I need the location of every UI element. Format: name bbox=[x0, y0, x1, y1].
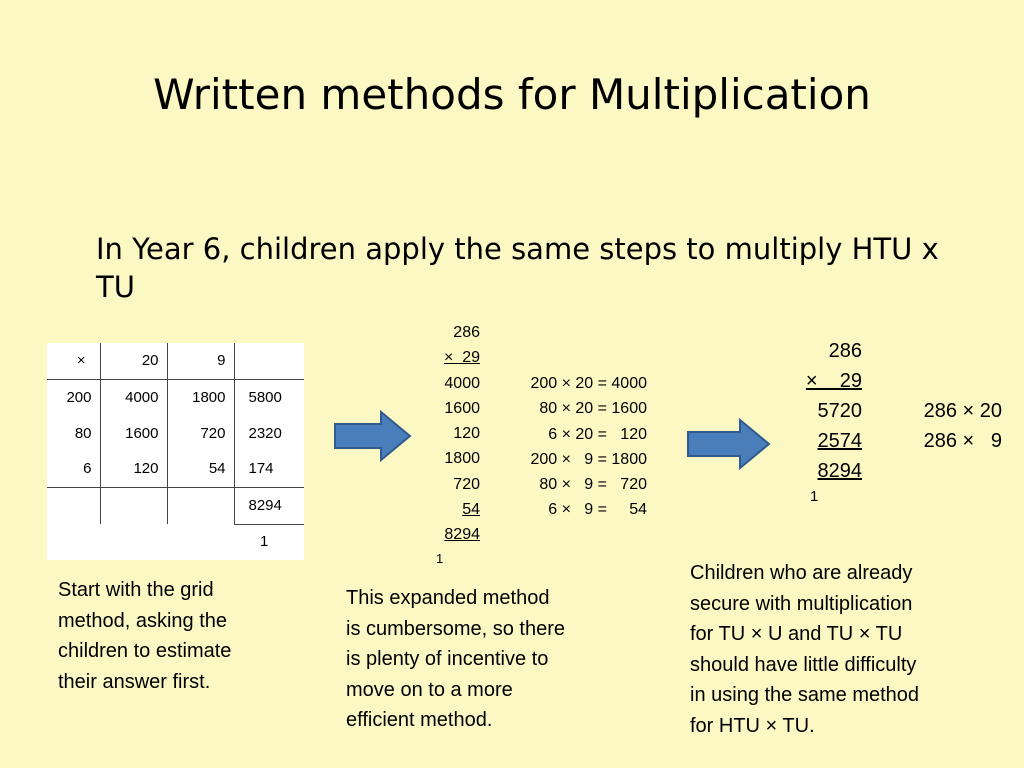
expanded-partial: 4000 bbox=[444, 374, 480, 392]
compact-multiplier: × 29 bbox=[805, 370, 862, 392]
expanded-top: 286 bbox=[453, 324, 480, 341]
compact-carry: 1 bbox=[810, 488, 819, 505]
grid-header-times: × bbox=[47, 343, 100, 379]
slide-subtitle: In Year 6, children apply the same steps to multiply HTU x TU bbox=[96, 232, 939, 304]
grid-method-table bbox=[47, 343, 304, 560]
expanded-multiplier: × 29 bbox=[443, 349, 480, 367]
grid-row-total: 174 bbox=[234, 451, 304, 487]
grid-cell: 1600 bbox=[100, 415, 167, 451]
grid-cell: 4000 bbox=[100, 379, 167, 415]
caption-compact-method: Children who are already secure with multiplication for TU × U and TU × TU should have little difficulty in using the same method for HTU × TU. bbox=[690, 562, 920, 737]
grid-cell: 80 bbox=[74, 424, 92, 442]
expanded-partial: 1800 bbox=[444, 450, 480, 468]
grid-carry: 1 bbox=[260, 533, 269, 551]
expanded-partial: 120 bbox=[453, 425, 480, 443]
right-arrow-icon bbox=[333, 410, 413, 462]
expanded-working: 6 × 20 = 120 bbox=[548, 425, 647, 443]
grid-cell: 1800 bbox=[167, 379, 234, 415]
expanded-workings-column bbox=[495, 371, 647, 523]
slide-title: Written methods for Multiplication bbox=[153, 70, 871, 119]
compact-method-column bbox=[790, 336, 862, 508]
compact-working: 286 × 20 bbox=[923, 400, 1002, 422]
expanded-carry: 1 bbox=[436, 550, 444, 566]
compact-top: 286 bbox=[828, 340, 862, 362]
right-arrow-icon bbox=[686, 418, 772, 470]
expanded-partial: 1600 bbox=[444, 399, 480, 417]
grid-cell: 6 bbox=[47, 451, 100, 487]
grid-header-cell bbox=[234, 343, 304, 379]
expanded-working: 200 × 20 = 4000 bbox=[530, 375, 647, 392]
caption-grid-method: Start with the grid method, asking the children to estimate their answer first. bbox=[58, 579, 232, 693]
grid-cell: 720 bbox=[167, 415, 234, 451]
grid-cell: 54 bbox=[167, 451, 234, 487]
expanded-total: 8294 bbox=[444, 526, 480, 544]
expanded-working: 200 × 9 = 1800 bbox=[530, 450, 647, 468]
grid-header-cell: 20 bbox=[100, 343, 167, 379]
grid-cell: 200 bbox=[66, 388, 92, 406]
expanded-working: 80 × 20 = 1600 bbox=[539, 400, 647, 418]
expanded-method-column bbox=[420, 320, 480, 570]
expanded-partial: 54 bbox=[462, 501, 480, 519]
grid-row-total: 5800 bbox=[234, 379, 304, 415]
expanded-partial: 720 bbox=[453, 475, 480, 493]
grid-row-total: 2320 bbox=[234, 415, 304, 451]
compact-workings-column bbox=[900, 396, 1002, 456]
compact-line: 5720 bbox=[817, 400, 862, 422]
grid-cell: 120 bbox=[100, 451, 167, 487]
grid-grand-total: 8294 bbox=[234, 487, 304, 524]
expanded-working: 6 × 9 = 54 bbox=[548, 501, 647, 519]
compact-total: 8294 bbox=[817, 460, 862, 482]
compact-line: 2574 bbox=[817, 430, 862, 452]
compact-working: 286 × 9 bbox=[923, 430, 1002, 452]
caption-expanded-method: This expanded method is cumbersome, so there is plenty of incentive to move on to a more efficient method. bbox=[346, 587, 565, 731]
expanded-working: 80 × 9 = 720 bbox=[539, 476, 647, 494]
grid-header-cell: 9 bbox=[167, 343, 234, 379]
